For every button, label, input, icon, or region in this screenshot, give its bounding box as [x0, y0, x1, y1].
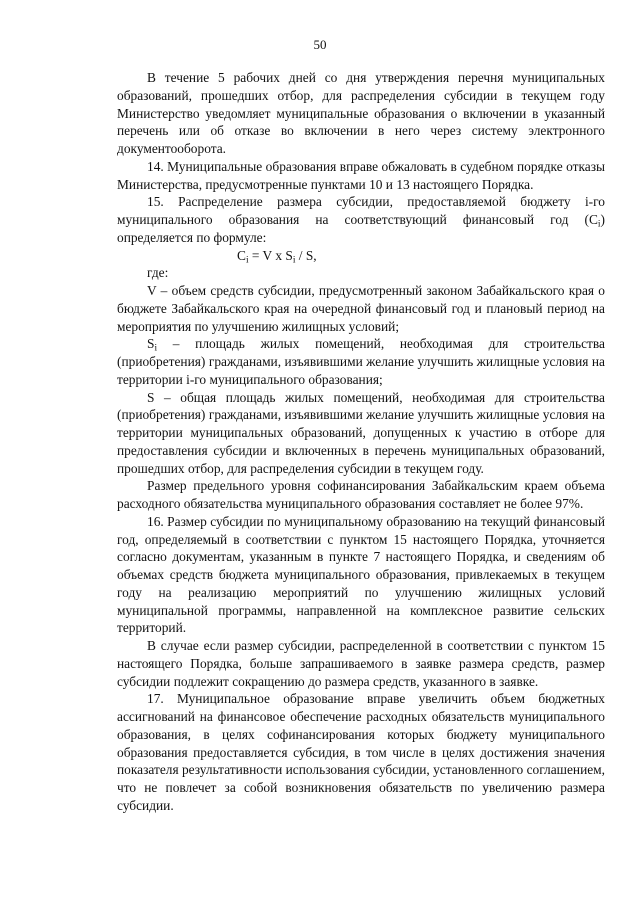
formula-c-subscript: i: [245, 254, 249, 265]
definition-si: [117, 335, 605, 388]
paragraph-cofinancing: Размер предельного уровня софинансирования Забайкальским краем объема расходного обязательства муниципального образования составляет не более 97%.: [117, 478, 605, 511]
formula-c: C: [237, 247, 246, 263]
definition-s: S – общая площадь жилых помещений, необходимая для строительства (приобретения) гражданами, изъявившими желание улучшить жилищные условия на территории муниципальных образований, допущенных к участию в отборе для предоставления субсидии и включенных в перечень муниципальных образований, прошедших отбор, для распределения субсидии в текущем году.: [117, 389, 605, 476]
paragraph-15-subscript: i: [597, 219, 601, 230]
paragraph-15-text: 15. Распределение размера субсидии, предоставляемой бюджету i-го муниципального образования на соответствующий финансовый год (C: [117, 194, 605, 227]
paragraph-14: 14. Муниципальные образования вправе обжаловать в судебном порядке отказы Министерства, предусмотренные пунктами 10 и 13 настоящего Порядка.: [117, 158, 605, 192]
formula-s-subscript: i: [292, 254, 296, 265]
definition-si-text: – площадь жилых помещений, необходимая для строительства (приобретения) гражданами, изъявившими желание улучшить жилищные условия на территории i-го муниципального образования;: [117, 336, 605, 387]
paragraph-notification: В течение 5 рабочих дней со дня утверждения перечня муниципальных образований, прошедших отбор, для распределения субсидии в текущем году Министерство уведомляет муниципальные образования о включении в указанный перечень или об отказе во включении в него через систему электронного документооборота.: [117, 70, 605, 156]
distribution-formula: [117, 247, 605, 265]
where-label: где:: [147, 265, 169, 281]
document-body: [117, 69, 605, 815]
definition-si-subscript: i: [154, 343, 158, 354]
page-number: 50: [313, 37, 327, 52]
formula-equals: = V x S: [248, 247, 293, 263]
definition-si-letter: S: [147, 336, 155, 352]
paragraph-reduction: В случае если размер субсидии, распределенной в соответствии с пунктом 15 настоящего Порядка, больше запрашиваемого в заявке размера средств, размер субсидии подлежит сокращению до размера средств, указанного в заявке.: [117, 638, 605, 689]
paragraph-15: [117, 193, 605, 246]
paragraph-16: 16. Размер субсидии по муниципальному образованию на текущий финансовый год, определяемый в соответствии с пунктом 15 настоящего Порядка, уточняется согласно документам, указанным в пункте 7 настоящего Порядка, и сведениям об объемах средств бюджета муниципального образования, привлекаемых в текущем году на реализацию мероприятий по улучшению жилищных условий муниципальной программы, направленной на комплексное развитие сельских территорий.: [117, 513, 605, 636]
paragraph-17: 17. Муниципальное образование вправе увеличить объем бюджетных ассигнований на финансовое обеспечение расходных обязательств муниципального образования, в целях софинансирования которых бюджету муниципального образования предоставляется субсидия, в том числе в целях достижения значения показателя результативности использования субсидии, установленного соглашением, что не повлечет за собой возникновения обязательств по увеличению размера субсидии.: [117, 691, 605, 813]
formula-tail: / S,: [295, 247, 317, 263]
paragraph-15-tail: ) определяется по формуле:: [117, 212, 605, 245]
definition-v: V – объем средств субсидии, предусмотренный законом Забайкальского края о бюджете Забайкальского края на очередной финансовый год и плановый период на мероприятия по улучшению жилищных условий;: [117, 283, 605, 334]
